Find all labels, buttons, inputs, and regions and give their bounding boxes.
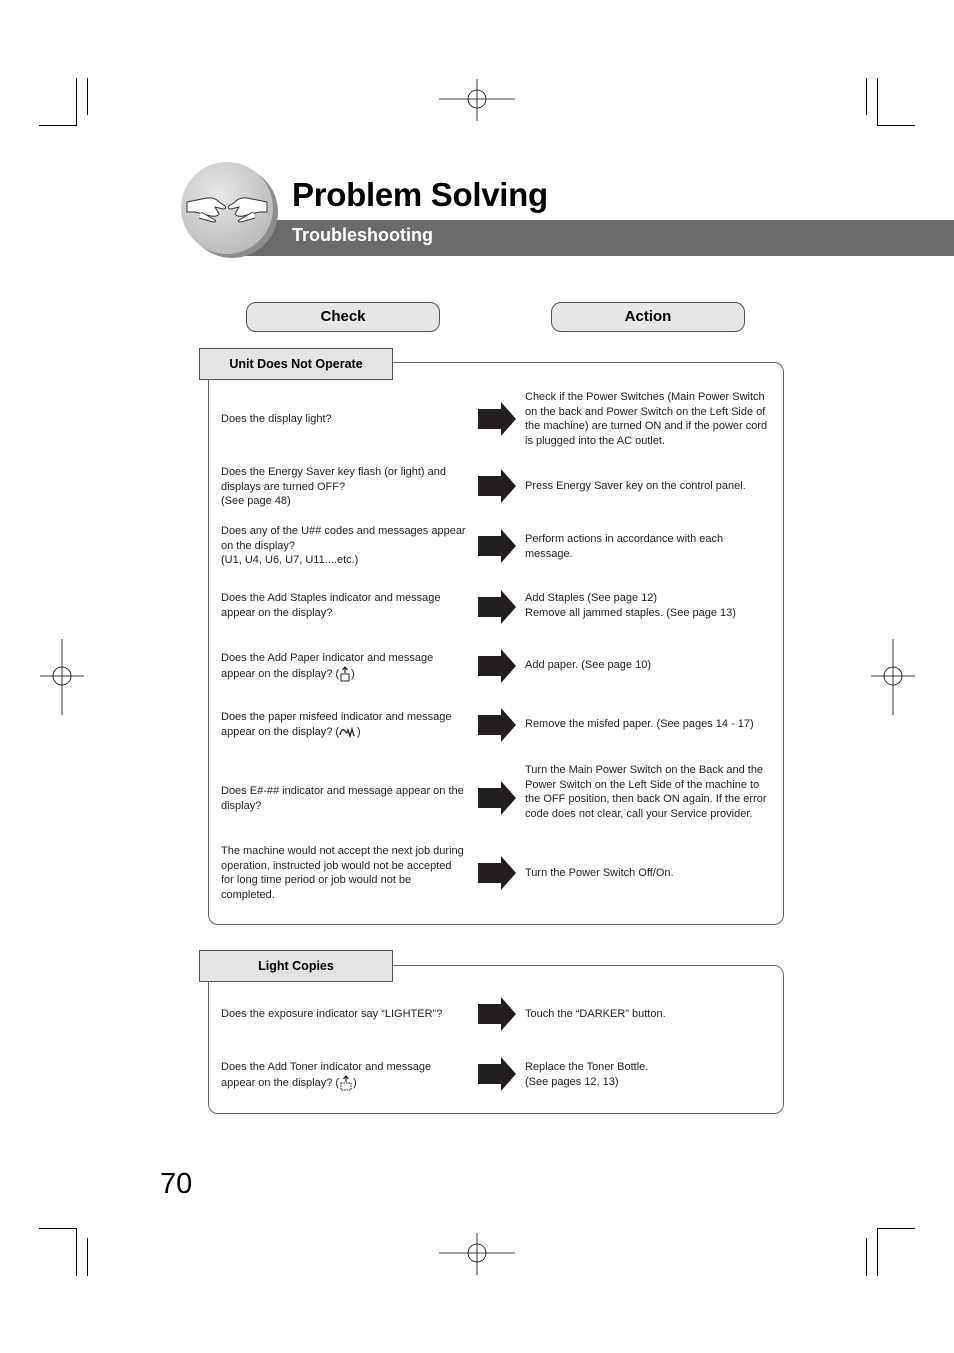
arrow-right-icon (478, 997, 516, 1031)
action-text: Perform actions in accordance with each message. (525, 533, 724, 560)
check-column-header: Check (246, 302, 440, 332)
arrow-right-icon (478, 402, 516, 436)
check-text (221, 651, 466, 682)
check-text-suffix: ) (357, 725, 361, 738)
hands-emblem (181, 162, 273, 254)
check-text (221, 710, 466, 739)
check-text-body: Does the Add Toner indicator and message appear on the display? ( (221, 1061, 432, 1089)
check-text-suffix: ) (351, 667, 355, 680)
page-number: 70 (160, 1168, 193, 1200)
add-toner-indicator-icon (339, 1075, 353, 1091)
check-text-body: Does the Add Paper indicator and message appear on the display? ( (221, 652, 434, 680)
misfeed-indicator-icon (339, 725, 357, 739)
arrow-right-icon (478, 1057, 516, 1091)
action-text: Turn the Main Power Switch on the Back and the Power Switch on the Left Side of the machine to the OFF position, then back ON again. If the error code does not clear, call your Service provider. (525, 764, 767, 820)
action-text: Remove the misfed paper. (See pages 14 - 17) (525, 718, 754, 730)
check-text: Does the exposure indicator say “LIGHTER”? (221, 1008, 443, 1020)
check-text (221, 1060, 466, 1091)
check-text: Does any of the U## codes and messages appear on the display? (U1, U4, U6, U7, U11....etc.) (221, 525, 466, 567)
action-text: Replace the Toner Bottle. (See pages 12, 13) (525, 1061, 649, 1088)
hands-icon (181, 162, 273, 254)
section-title: Unit Does Not Operate (199, 348, 393, 380)
registration-target-icon (439, 1233, 515, 1275)
action-text: Touch the “DARKER” button. (525, 1008, 666, 1020)
check-text: Does E#-## indicator and message appear on the display? (221, 785, 464, 812)
check-text: Does the Energy Saver key flash (or light) and displays are turned OFF? (See page 48) (221, 466, 447, 508)
section-title: Light Copies (199, 950, 393, 982)
arrow-right-icon (478, 781, 516, 815)
check-text: The machine would not accept the next job during operation, instructed job would not be accepted for long time period or job would not be completed. (221, 845, 464, 901)
check-text-suffix: ) (353, 1076, 357, 1089)
action-text: Turn the Power Switch Off/On. (525, 867, 674, 879)
page-title: Problem Solving (292, 176, 548, 213)
registration-target-icon (40, 639, 84, 715)
check-text-body: Does the paper misfeed indicator and message appear on the display? ( (221, 711, 452, 738)
arrow-right-icon (478, 469, 516, 503)
arrow-right-icon (478, 856, 516, 890)
arrow-right-icon (478, 708, 516, 742)
action-text: Check if the Power Switches (Main Power Switch on the back and Power Switch on the Left Side of the machine) are turned ON and if the power cord is plugged into the AC outlet. (525, 391, 768, 447)
registration-target-icon (439, 79, 515, 121)
arrow-right-icon (478, 529, 516, 563)
action-column-header: Action (551, 302, 745, 332)
action-text: Add paper. (See page 10) (525, 659, 651, 671)
add-paper-indicator-icon (339, 666, 351, 682)
arrow-right-icon (478, 590, 516, 624)
check-text: Does the Add Staples indicator and message appear on the display? (221, 592, 441, 619)
check-text: Does the display light? (221, 413, 332, 425)
action-text: Add Staples (See page 12) Remove all jammed staples. (See page 13) (525, 592, 736, 619)
registration-target-icon (871, 639, 915, 715)
page-subtitle: Troubleshooting (292, 225, 433, 245)
action-text: Press Energy Saver key on the control panel. (525, 480, 746, 492)
arrow-right-icon (478, 649, 516, 683)
